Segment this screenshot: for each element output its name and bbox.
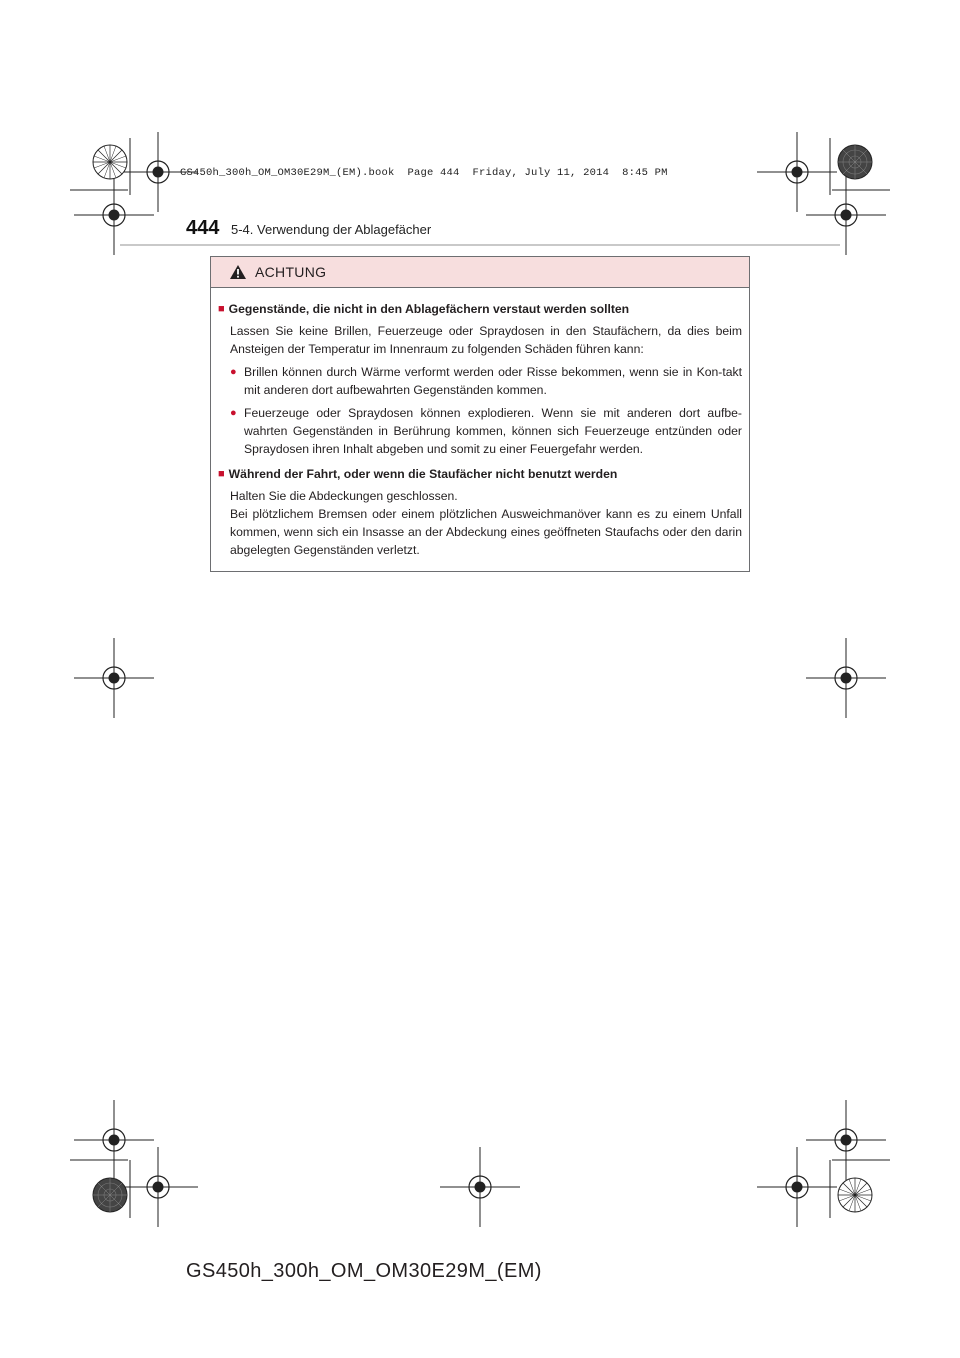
registration-mark-icon xyxy=(806,1100,886,1180)
caution-heading xyxy=(218,300,742,318)
red-square-bullet-icon: ■ xyxy=(218,303,225,315)
registration-mark-icon xyxy=(757,132,837,212)
registration-mark-icon xyxy=(74,1100,154,1180)
section-title: 5-4. Verwendung der Ablagefächer xyxy=(231,222,432,237)
caution-paragraph: Bei plötzlichem Bremsen oder einem plötzlichen Ausweichmanöver kann es zu einem Unfall kommen, wenn sich ein Insasse an der Abdeckung eines geöffneten Staufachs oder den darin abgelegten Gegenständen verletzt. xyxy=(230,507,742,557)
caution-body xyxy=(211,288,749,559)
page-number: 444 xyxy=(186,217,220,239)
heading-text: Während der Fahrt, oder wenn die Staufächer nicht benutzt werden xyxy=(228,467,618,481)
registration-mark-icon xyxy=(74,638,154,718)
document-code: GS450h_300h_OM_OM30E29M_(EM) xyxy=(186,1260,542,1282)
red-dot-bullet-icon: ● xyxy=(230,407,237,419)
color-wheel-icon xyxy=(838,145,872,179)
caution-heading xyxy=(218,465,742,483)
caution-header xyxy=(211,257,749,288)
caution-paragraph: Halten Sie die Abdeckungen geschlossen. xyxy=(230,489,458,503)
list-item xyxy=(218,404,742,458)
registration-mark-icon xyxy=(757,1147,837,1227)
caution-title: ACHTUNG xyxy=(255,264,327,280)
color-wheel-icon xyxy=(93,1178,127,1212)
list-item xyxy=(218,363,742,399)
registration-mark-icon xyxy=(806,638,886,718)
heading-text: Gegenstände, die nicht in den Ablagefächern verstaut werden sollten xyxy=(228,302,630,316)
red-square-bullet-icon: ■ xyxy=(218,468,225,480)
list-item-text: Brillen können durch Wärme verformt werden oder Risse bekommen, wenn sie in Kon-takt mit anderen dort aufbewahrten Gegenständen kommen. xyxy=(244,365,742,397)
caution-box xyxy=(210,256,750,572)
print-info-line: GS450h_300h_OM_OM30E29M_(EM).book Page 444 Friday, July 11, 2014 8:45 PM xyxy=(180,167,668,179)
list-item-text: Feuerzeuge oder Spraydosen können explodieren. Wenn sie mit anderen dort aufbe-wahrten Gegenständen in Berührung kommen, können sich Feuerzeuge entzünden oder Spraydosen ihren Inhalt abgeben und somit zu einer Feuergefahr werden. xyxy=(244,406,742,456)
registration-mark-icon xyxy=(74,175,154,255)
caution-paragraph: Lassen Sie keine Brillen, Feuerzeuge oder Spraydosen in den Staufächern, da dies beim Ansteigen der Temperatur im Innenraum zu folgenden Schäden führen kann: xyxy=(230,324,742,356)
color-wheel-icon xyxy=(93,145,127,179)
warning-triangle-icon xyxy=(229,264,247,280)
red-dot-bullet-icon: ● xyxy=(230,366,237,378)
color-wheel-icon xyxy=(838,1178,872,1212)
registration-mark-icon xyxy=(440,1147,520,1227)
registration-mark-icon xyxy=(806,175,886,255)
header-rule xyxy=(120,244,840,246)
